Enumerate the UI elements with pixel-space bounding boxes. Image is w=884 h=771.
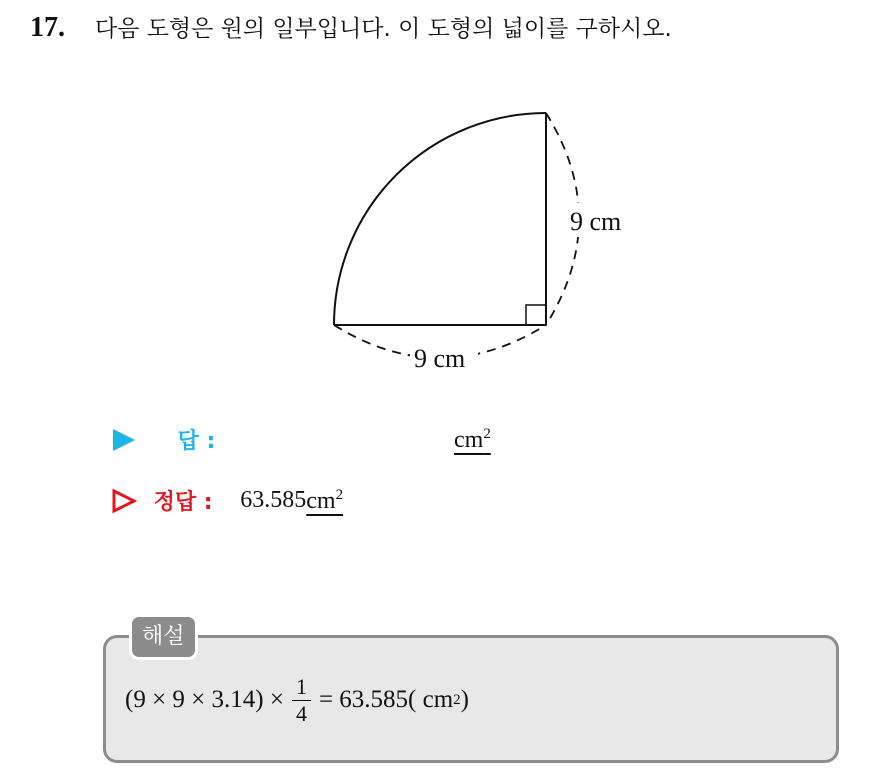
user-answer-row: [110, 424, 491, 460]
fraction-numerator: 1: [292, 674, 311, 701]
formula-fraction: [292, 674, 311, 727]
correct-answer-label: 정답 :: [153, 490, 213, 515]
figure-svg: [300, 95, 660, 395]
right-angle-mark: [526, 305, 546, 325]
vertical-length-label: 9 cm: [570, 207, 622, 236]
correct-answer-row: [110, 485, 343, 521]
formula-right: = 63.585( cm: [318, 686, 454, 713]
user-answer-unit: $cm^2$: [454, 426, 491, 453]
formula-left: (9 × 9 × 3.14) ×: [125, 686, 284, 713]
user-answer-label: 답 :: [177, 429, 216, 454]
formula-close: ): [460, 686, 469, 713]
question-number: 17.: [30, 12, 65, 43]
horizontal-length-label: 9 cm: [414, 344, 466, 373]
formula-exponent: 2: [453, 691, 461, 708]
quarter-circle-figure: [300, 95, 660, 395]
question-header: [30, 10, 672, 47]
quarter-arc: [334, 113, 546, 325]
play-triangle-icon: [110, 426, 138, 454]
outline-triangle-icon: [110, 487, 138, 515]
question-text: 다음 도형은 원의 일부입니다. 이 도형의 넓이를 구하시오.: [94, 16, 672, 42]
correct-answer-value: 63.585: [240, 487, 307, 513]
explanation-tag: 해설: [129, 614, 198, 660]
fraction-denominator: 4: [295, 700, 307, 726]
correct-answer-unit: $cm^2$: [306, 486, 344, 514]
explanation-formula: [125, 668, 469, 732]
